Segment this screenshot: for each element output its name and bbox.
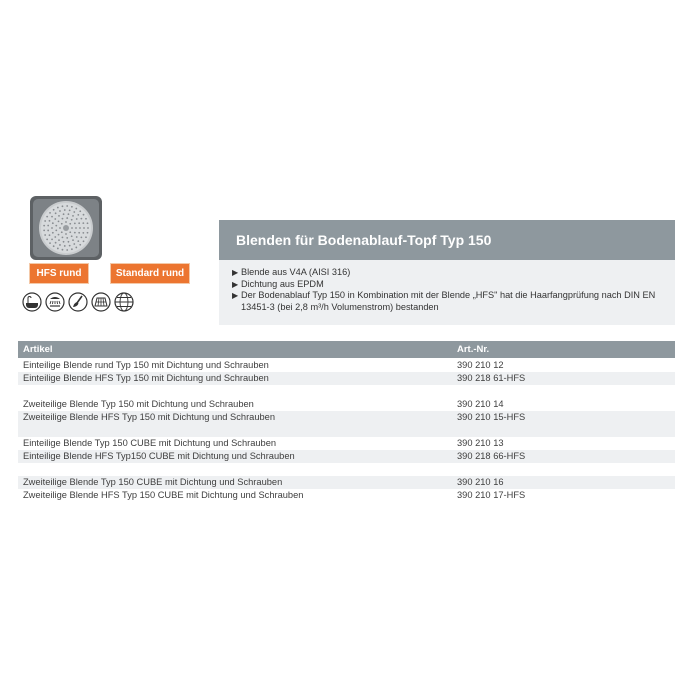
article-name: Zweiteilige Blende HFS Typ 150 mit Dichtung und Schrauben bbox=[23, 412, 276, 422]
table-row bbox=[18, 372, 675, 385]
table-row bbox=[18, 411, 675, 424]
feature-item bbox=[232, 279, 665, 291]
article-name: Zweiteilige Blende HFS Typ 150 CUBE mit Dichtung und Schrauben bbox=[23, 490, 304, 500]
table-row bbox=[18, 437, 675, 450]
article-number: 390 210 13 bbox=[457, 438, 504, 448]
shower-icon bbox=[45, 292, 65, 312]
table-row bbox=[18, 463, 675, 476]
article-number: 390 210 14 bbox=[457, 399, 504, 409]
table-row bbox=[18, 398, 675, 411]
article-number: 390 210 12 bbox=[457, 360, 504, 370]
article-name: Einteilige Blende HFS Typ 150 mit Dichtung und Schrauben bbox=[23, 373, 269, 383]
table-row bbox=[18, 385, 675, 398]
table-row bbox=[18, 489, 675, 502]
table-row bbox=[18, 476, 675, 489]
panel-title: Blenden für Bodenablauf-Topf Typ 150 bbox=[219, 220, 675, 260]
table-row bbox=[18, 359, 675, 372]
feature-text: Blende aus V4A (AISI 316) bbox=[241, 267, 351, 277]
bathroom-icon bbox=[22, 292, 42, 312]
table-row bbox=[18, 450, 675, 463]
feature-text: Dichtung aus EPDM bbox=[241, 278, 324, 289]
triangle-bullet-icon: ▶ bbox=[232, 268, 239, 277]
drain-cover-image bbox=[30, 196, 102, 260]
feature-item bbox=[232, 267, 665, 279]
brush-icon bbox=[68, 292, 88, 312]
article-name: Zweiteilige Blende Typ 150 CUBE mit Dichtung und Schrauben bbox=[23, 477, 283, 487]
table-row bbox=[18, 424, 675, 437]
standard-round-tag: Standard rund bbox=[110, 263, 190, 284]
globe-icon bbox=[114, 292, 134, 312]
article-name: Zweiteilige Blende Typ 150 mit Dichtung und Schrauben bbox=[23, 399, 254, 409]
article-number: 390 218 61-HFS bbox=[457, 373, 526, 383]
article-name: Einteilige Blende rund Typ 150 mit Dichtung und Schrauben bbox=[23, 360, 269, 370]
column-header-art-nr: Art.-Nr. bbox=[457, 344, 490, 355]
article-number: 390 210 15-HFS bbox=[457, 412, 526, 422]
feature-text: Der Bodenablauf Typ 150 in Kombination mit der Blende „HFS" hat die Haarfangprüfung nach DIN EN 13451-3 (bei 2,8 m³/h Volumenstrom) bestanden bbox=[241, 290, 656, 312]
column-header-article: Artikel bbox=[23, 344, 53, 355]
feature-item bbox=[232, 290, 665, 313]
triangle-bullet-icon: ▶ bbox=[232, 291, 239, 300]
article-number: 390 210 17-HFS bbox=[457, 490, 526, 500]
triangle-bullet-icon: ▶ bbox=[232, 279, 239, 289]
usage-icons bbox=[22, 292, 134, 314]
article-number: 390 210 16 bbox=[457, 477, 504, 487]
feature-list bbox=[219, 260, 675, 325]
hfs-round-tag: HFS rund bbox=[29, 263, 89, 284]
article-name: Einteilige Blende HFS Typ150 CUBE mit Dichtung und Schrauben bbox=[23, 451, 295, 461]
article-number: 390 218 66-HFS bbox=[457, 451, 526, 461]
table-header bbox=[18, 341, 675, 358]
tile-floor-icon bbox=[91, 292, 111, 312]
article-name: Einteilige Blende Typ 150 CUBE mit Dichtung und Schrauben bbox=[23, 438, 277, 448]
